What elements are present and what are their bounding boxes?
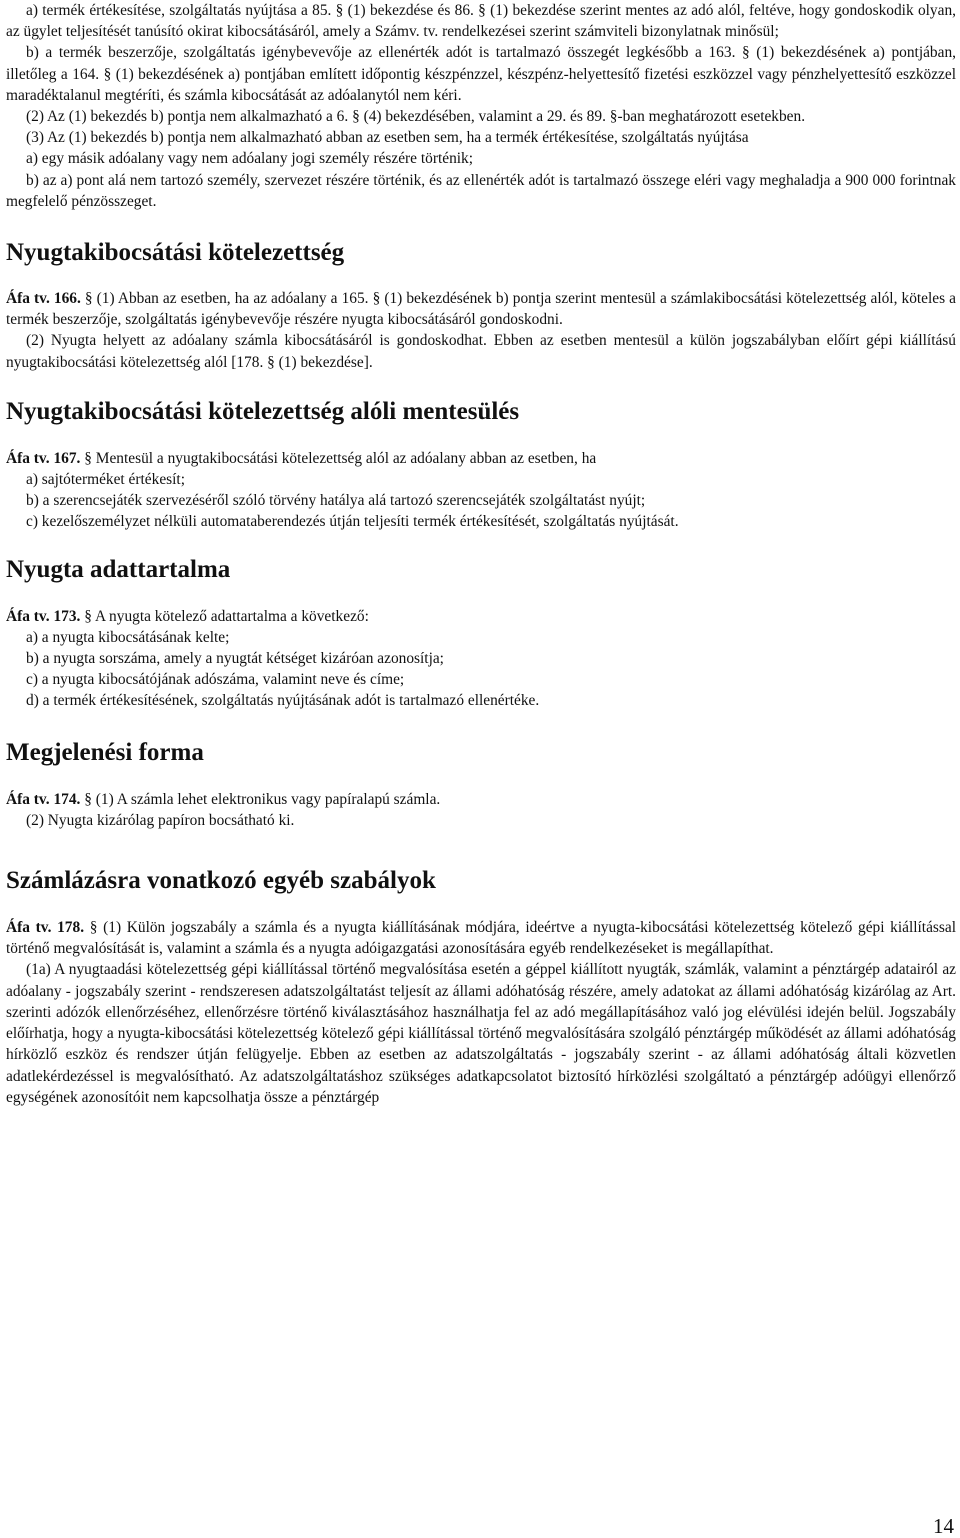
paragraph: b) a termék beszerzője, szolgáltatás igénybevevője az ellenérték adót is tartalmazó összegét legkésőbb a 163. § (1) bekezdésének a) pontjában, illetőleg a 164. § (1) bekezdésének a) pontjában említett időpontig készpénzzel, készpénz-helyettesítő fizetési eszközzel vagy pénzhelyettesítő eszközzel maradéktalanul megtéríti, és számla kibocsátását az adóalanytól nem kéri. (6, 44, 956, 104)
paragraph: a) termék értékesítése, szolgáltatás nyújtása a 85. § (1) bekezdése és 86. § (1) bekezdése szerint mentes az adó alól, feltéve, hogy gondoskodik olyan, az ügylet teljesítését tanúsító okirat kibocsátásáról, amely a Számv. tv. rendelkezései szerint számviteli bizonylatnak minősül; (6, 2, 956, 41)
paragraph-text: § A nyugta kötelező adattartalma a következő: (84, 607, 369, 625)
paragraph (6, 288, 956, 330)
paragraph (6, 789, 956, 810)
paragraph-text: § (1) Külön jogszabály a számla és a nyugta kiállításának módjára, ideértve a nyugta-kibocsátási kötelezettség kötelező gépi kiállítással történő megvalósítását is, valamint a számla és a nyugta adóigazgatási azonosítására egyéb rendelkezéseket is megállapíthat. (6, 919, 956, 958)
paragraph (6, 917, 956, 959)
section-heading: Megjelenési forma (6, 738, 204, 766)
paragraph-text: § (1) Abban az esetben, ha az adóalany a 165. § (1) bekezdésének b) pontja szerint mentesül a számlakibocsátási kötelezettség alól, köteles a termék beszerzője, szolgáltatás igénybevevője részére nyugta kibocsátásáról gondoskodni. (6, 290, 956, 329)
document-page (6, 0, 956, 1108)
section-heading: Nyugtakibocsátási kötelezettség alóli mentesülés (6, 397, 520, 425)
paragraph: (2) Nyugta kizárólag papíron bocsátható ki. (26, 811, 295, 829)
list-item: a) a nyugta kibocsátásának kelte; (26, 628, 230, 646)
paragraph: (2) Az (1) bekezdés b) pontja nem alkalmazható a 6. § (4) bekezdésében, valamint a 29. és 89. §-ban meghatározott esetekben. (26, 108, 806, 126)
paragraph: a) egy másik adóalany vagy nem adóalany jogi személy részére történik; (26, 150, 474, 168)
list-item: b) a szerencsejáték szervezéséről szóló törvény hatálya alá tartozó szerencsejáték szolgáltatást nyújt; (26, 492, 646, 510)
paragraph: (2) Nyugta helyett az adóalany számla kibocsátásáról is gondoskodhat. Ebben az esetben mentesül a külön jogszabályban előírt gépi kiállítású nyugtakibocsátási kötelezettség alól [178. § (1) bekezdése]. (6, 332, 956, 371)
paragraph: b) az a) pont alá nem tartozó személy, szervezet részére történik, és az ellenérték adót is tartalmazó összege eléri vagy meghaladja a 900 000 forintnak megfelelő pénzösszeget. (6, 171, 956, 210)
law-reference: Áfa tv. 167. (6, 449, 81, 467)
section-heading: Nyugtakibocsátási kötelezettség (6, 239, 345, 267)
paragraph-text: § Mentesül a nyugtakibocsátási kötelezettség alól az adóalany abban az esetben, ha (84, 449, 597, 467)
section-heading: Számlázásra vonatkozó egyéb szabályok (6, 867, 436, 895)
paragraph-text: § (1) A számla lehet elektronikus vagy papíralapú számla. (84, 790, 441, 808)
paragraph: (3) Az (1) bekezdés b) pontja nem alkalmazható abban az esetben sem, ha a termék értékesítése, szolgáltatás nyújtása (26, 129, 749, 147)
page-number: 14 (933, 1513, 954, 1538)
list-item: b) a nyugta sorszáma, amely a nyugtát kétséget kizáróan azonosítja; (26, 650, 444, 668)
law-reference: Áfa tv. 178. (6, 919, 85, 937)
paragraph (6, 448, 956, 469)
list-item: a) sajtóterméket értékesít; (26, 471, 185, 489)
paragraph (6, 606, 956, 627)
paragraph: (1a) A nyugtaadási kötelezettség gépi kiállítással történő megvalósítása esetén a géppel kiállított nyugták, számlák, valamint a pénztárgép adatairól az adóalany - jogszabály szerint - rendszeresen adatszolgáltatást teljesít az állami adóhatóság részére, amely adatokat az állami adóhatóság kizárólag az Art. szerinti adózók ellenőrzéséhez, ellenőrzésre történő kiválasztásához használhatja fel az adó megállapításához való jog elévülési idején belül. Jogszabály előírhatja, hogy a nyugta-kibocsátási kötelezettség kötelező gépi kiállítással történő megvalósítására szolgáló pénztárgép működését az állami adóhatóság hírközlő eszköz és rendszer útján felügyelje. Ebben az esetben az adatszolgáltatás - jogszabály szerint - az állami adóhatóság általi közvetlen adatlekérdezéssel is megvalósítható. Az adatszolgáltatáshoz szükséges adatkapcsolatot biztosító hírközlési szolgáltató a pénztárgép adóügyi ellenőrző egységének azonosítóit nem kapcsolhatja össze a pénztárgép (6, 961, 956, 1106)
list-item: c) a nyugta kibocsátójának adószáma, valamint neve és címe; (26, 671, 405, 689)
list-item: d) a termék értékesítésének, szolgáltatás nyújtásának adót is tartalmazó ellenértéke. (26, 692, 540, 710)
law-reference: Áfa tv. 166. (6, 290, 81, 308)
section-heading: Nyugta adattartalma (6, 555, 231, 583)
list-item: c) kezelőszemélyzet nélküli automataberendezés útján teljesíti termék értékesítését, szolgáltatás nyújtását. (26, 513, 679, 531)
law-reference: Áfa tv. 173. (6, 607, 81, 625)
law-reference: Áfa tv. 174. (6, 790, 81, 808)
